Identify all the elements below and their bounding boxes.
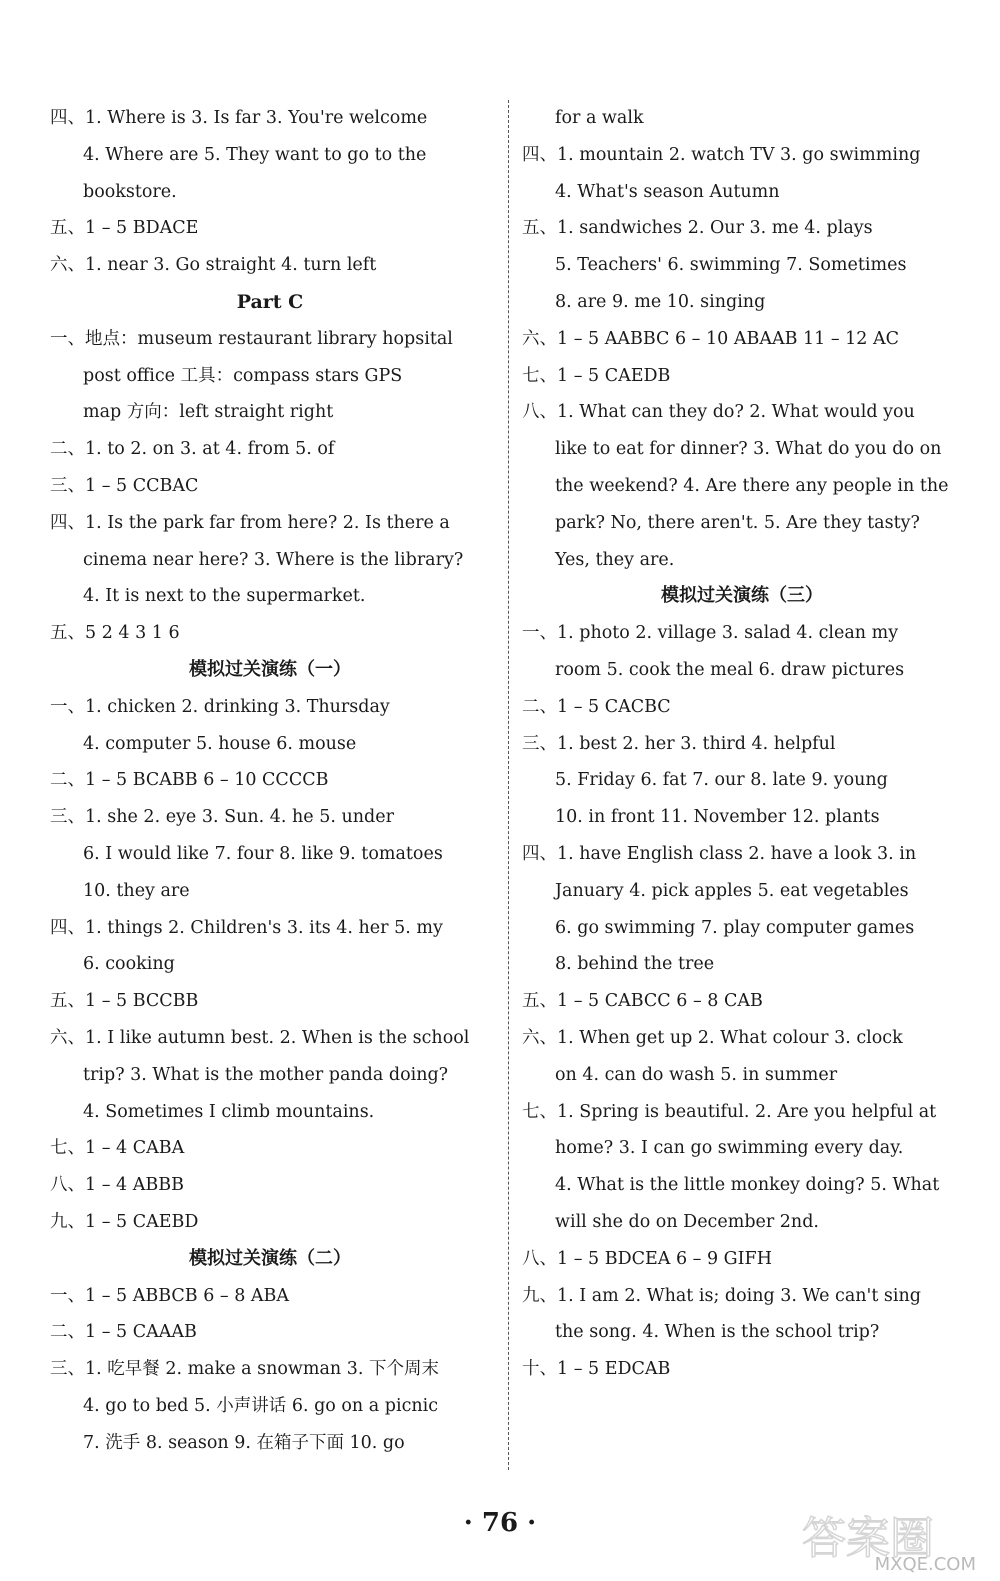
answer-line: 九、1. I am 2. What is; doing 3. We can't sing xyxy=(522,1285,921,1306)
answer-line: 三、1. best 2. her 3. third 4. helpful xyxy=(522,733,836,754)
answer-line: 4. What's season Autumn xyxy=(555,181,780,202)
answer-line: 7. 洗手 8. season 9. 在箱子下面 10. go xyxy=(83,1432,405,1453)
answer-line: will she do on December 2nd. xyxy=(555,1211,819,1232)
answer-line: 5. Teachers' 6. swimming 7. Sometimes xyxy=(555,255,907,276)
answer-line: 6. go swimming 7. play computer games xyxy=(555,917,915,938)
answer-line: 三、1 – 5 CCBAC xyxy=(50,475,199,496)
answer-line: 二、1 – 5 BCABB 6 – 10 CCCCB xyxy=(50,770,329,791)
answer-line: home? 3. I can go swimming every day. xyxy=(555,1138,904,1159)
answer-line: 一、1. chicken 2. drinking 3. Thursday xyxy=(50,696,390,717)
answer-line: 十、1 – 5 EDCAB xyxy=(522,1359,671,1380)
answer-line: trip? 3. What is the mother panda doing? xyxy=(83,1064,449,1085)
answer-line: 六、1 – 5 AABBC 6 – 10 ABAAB 11 – 12 AC xyxy=(522,328,900,349)
watermark-url: MXQE.COM xyxy=(874,1554,976,1575)
answer-line: 四、1. Is the park far from here? 2. Is there a xyxy=(50,512,450,533)
answer-line: room 5. cook the meal 6. draw pictures xyxy=(555,659,905,680)
answer-line: on 4. can do wash 5. in summer xyxy=(555,1064,838,1085)
answer-line: 五、1 – 5 BDACE xyxy=(50,218,199,239)
answer-line: 八、1 – 5 BDCEA 6 – 9 GIFH xyxy=(522,1248,772,1269)
answer-line: 8. behind the tree xyxy=(555,954,715,975)
page-number: · 76 · xyxy=(463,1508,537,1538)
answer-line: 二、1 – 5 CAAAB xyxy=(50,1322,197,1343)
column-divider xyxy=(508,100,509,1470)
answer-line: 6. I would like 7. four 8. like 9. tomatoes xyxy=(83,843,443,864)
answer-line: 四、1. things 2. Children's 3. its 4. her 5. my xyxy=(50,917,443,938)
answer-line: park? No, there aren't. 5. Are they tasty? xyxy=(555,512,920,533)
answer-line: Yes, they are. xyxy=(555,549,675,570)
answer-line: the song. 4. When is the school trip? xyxy=(555,1322,880,1343)
left-column xyxy=(50,100,490,1461)
answer-line: cinema near here? 3. Where is the library? xyxy=(83,549,464,570)
section-heading: 模拟过关演练（二） xyxy=(189,1247,351,1269)
answer-line: 4. computer 5. house 6. mouse xyxy=(83,733,357,754)
answer-line: 二、1 – 5 CACBC xyxy=(522,696,671,717)
answer-line: 五、5 2 4 3 1 6 xyxy=(50,623,180,644)
answer-line: 三、1. 吃早餐 2. make a snowman 3. 下个周末 xyxy=(50,1359,440,1380)
section-heading: 模拟过关演练（三） xyxy=(661,585,823,607)
answer-line: January 4. pick apples 5. eat vegetables xyxy=(555,880,909,901)
answer-line: 5. Friday 6. fat 7. our 8. late 9. young xyxy=(555,770,888,791)
answer-line: 七、1 – 4 CABA xyxy=(50,1138,185,1159)
answer-line: map 方向：left straight right xyxy=(83,402,334,423)
answer-line: 4. Sometimes I climb mountains. xyxy=(83,1101,375,1122)
answer-line: 六、1. near 3. Go straight 4. turn left xyxy=(50,255,377,276)
section-heading: 模拟过关演练（一） xyxy=(189,658,351,680)
answer-line: 六、1. I like autumn best. 2. When is the school xyxy=(50,1027,470,1048)
answer-line: 四、1. mountain 2. watch TV 3. go swimming xyxy=(522,144,921,165)
answer-line: for a walk xyxy=(555,108,644,128)
answer-line: 4. It is next to the supermarket. xyxy=(83,586,366,607)
answer-line: post office 工具：compass stars GPS xyxy=(83,365,403,386)
answer-line: 五、1 – 5 BCCBB xyxy=(50,991,199,1012)
answer-line: 4. Where are 5. They want to go to the xyxy=(83,144,427,165)
answer-line: 七、1 – 5 CAEDB xyxy=(522,365,671,386)
answer-line: 10. in front 11. November 12. plants xyxy=(555,807,880,828)
answer-line: 4. go to bed 5. 小声讲话 6. go on a picnic xyxy=(83,1395,439,1416)
answer-line: 六、1. When get up 2. What colour 3. clock xyxy=(522,1027,903,1048)
answer-line: 九、1 – 5 CAEBD xyxy=(50,1211,199,1232)
answer-line: like to eat for dinner? 3. What do you do on xyxy=(555,439,942,460)
answer-line: 四、1. have English class 2. have a look 3. in xyxy=(522,843,917,864)
answer-line: 八、1 – 4 ABBB xyxy=(50,1175,184,1196)
answer-line: 10. they are xyxy=(83,880,190,901)
answer-line: 二、1. to 2. on 3. at 4. from 5. of xyxy=(50,439,335,460)
answer-line: 五、1. sandwiches 2. Our 3. me 4. plays xyxy=(522,218,873,239)
answer-line: 三、1. she 2. eye 3. Sun. 4. he 5. under xyxy=(50,807,394,828)
answer-line: 一、1. photo 2. village 3. salad 4. clean my xyxy=(522,623,899,644)
answer-line: 6. cooking xyxy=(83,954,175,975)
answer-line: 四、1. Where is 3. Is far 3. You're welcome xyxy=(50,108,428,128)
watermark-logo-text: 答案圈 xyxy=(802,1513,934,1564)
answer-line: the weekend? 4. Are there any people in the xyxy=(555,475,949,496)
answer-line: 一、地点：museum restaurant library hopsital xyxy=(50,328,453,349)
answer-line: 8. are 9. me 10. singing xyxy=(555,291,766,312)
answer-line: 一、1 – 5 ABBCB 6 – 8 ABA xyxy=(50,1285,290,1306)
answer-line: 七、1. Spring is beautiful. 2. Are you helpful at xyxy=(522,1101,937,1122)
answer-line: bookstore. xyxy=(83,181,177,202)
answer-line: 八、1. What can they do? 2. What would you xyxy=(522,402,915,423)
section-heading: Part C xyxy=(236,290,304,313)
right-column xyxy=(522,100,962,1388)
answer-line: 五、1 – 5 CABCC 6 – 8 CAB xyxy=(522,991,763,1012)
answer-line: 4. What is the little monkey doing? 5. What xyxy=(555,1175,940,1196)
